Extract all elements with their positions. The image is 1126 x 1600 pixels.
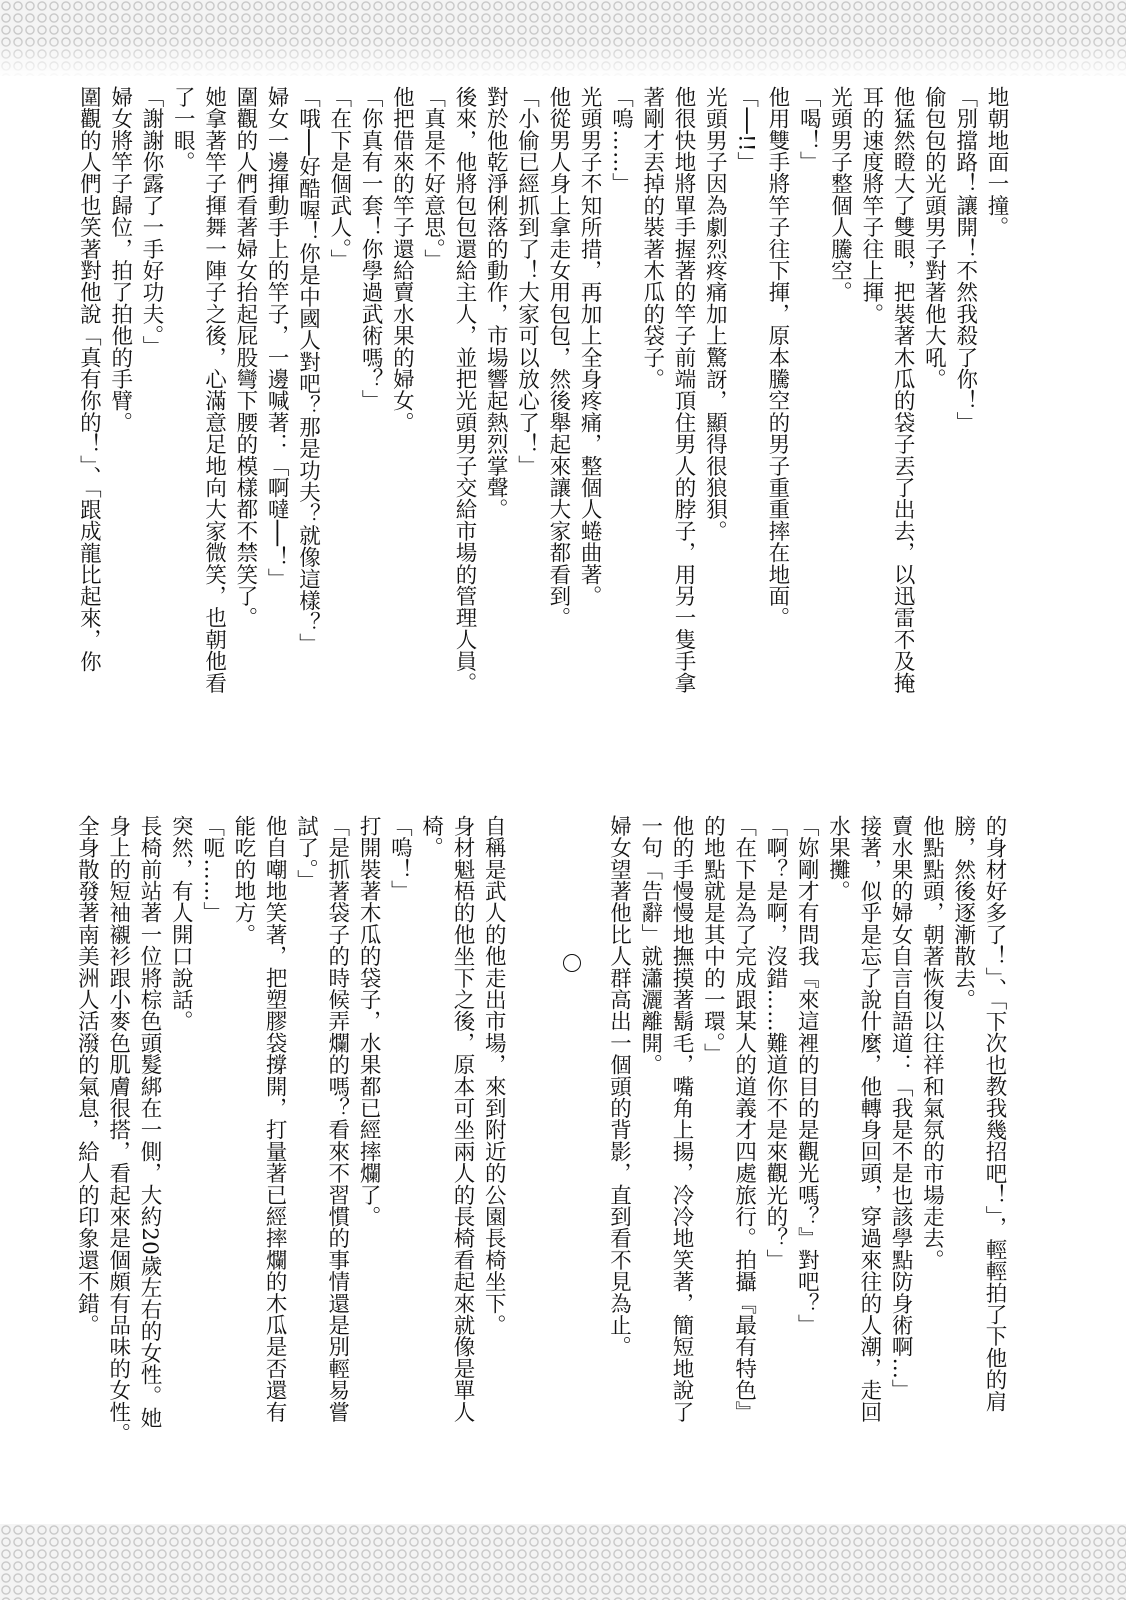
text-line: 的身材好多了！」、「下次也教我幾招吧！」，輕輕拍了下他的肩 <box>982 815 1007 1413</box>
text-line: 試了。」 <box>293 815 319 892</box>
text-line: 能吃的地方。 <box>230 815 256 946</box>
text-line: 接著，似乎是忘了說什麼，他轉身回頭，穿過來往的人潮，走回 <box>856 815 882 1423</box>
text-line: 他自嘲地笑著，把塑膠袋撐開，打量著已經摔爛的木瓜是否還有 <box>262 815 288 1423</box>
text-line: 圍觀的人們看著婦女抬起屁股彎下腰的模樣都不禁笑了。 <box>232 86 258 629</box>
text-line: 光頭男子不知所措，再加上全身疼痛，整個人蜷曲著。 <box>577 86 603 607</box>
text-line: 「真是不好意思。」 <box>420 86 446 271</box>
text-line: 婦女將竿子歸位，拍了拍他的手臂。 <box>107 86 133 434</box>
text-line: 「小偷已經抓到了！大家可以放心了！」 <box>514 86 540 477</box>
text-line: 一句「告辭」就瀟灑離開。 <box>637 815 663 1076</box>
text-line: 他用雙手將竿子往下揮，原本騰空的男子重重摔在地面。 <box>764 86 790 629</box>
text-line: 「在下是個武人。」 <box>326 86 352 271</box>
text-line: 「哦──好酷喔！你是中國人對吧？那是功夫？就像這樣？」 <box>295 86 321 655</box>
lower-text-block <box>74 815 1010 1515</box>
text-line <box>572 815 603 1515</box>
text-line: 光頭男子因為劇烈疼痛加上驚訝，顯得很狼狽。 <box>702 86 728 542</box>
text-line: 婦女一邊揮動手上的竿子，一邊喊著：「啊噠──！」 <box>264 86 290 590</box>
text-line: 耳的速度將竿子往上揮。 <box>858 86 884 325</box>
text-line: 偷包包的光頭男子對著他大吼。 <box>921 86 947 390</box>
top-band-fade <box>0 40 1126 80</box>
text-line: 了一眼。 <box>170 86 196 173</box>
text-line: 「嗚……」 <box>608 86 634 195</box>
text-line: 椅。 <box>418 815 444 859</box>
text-line: 全身散發著南美洲人活潑的氣息，給人的印象還不錯。 <box>74 815 100 1336</box>
upper-text-block <box>76 86 1012 766</box>
text-line: 「在下是為了完成跟某人的道義才四處旅行。拍攝『最有特色』 <box>731 815 757 1423</box>
text-line: 他猛然瞪大了雙眼，把裝著木瓜的袋子丟了出去，以迅雷不及掩 <box>890 86 916 694</box>
text-line: 身材魁梧的他坐下之後，原本可坐兩人的長椅看起來就像是單人 <box>449 815 475 1423</box>
text-line: 「是抓著袋子的時候弄爛的嗎？看來不習慣的事情還是別輕易嘗 <box>324 815 350 1423</box>
text-line: 自稱是武人的他走出市場，來到附近的公園長椅坐下。 <box>481 815 507 1336</box>
text-line: 「別擋路！讓開！不然我殺了你！」 <box>952 86 978 434</box>
text-line: 地朝地面一撞。 <box>984 86 1009 238</box>
text-line: 對於他乾淨俐落的動作，市場響起熱烈掌聲。 <box>483 86 509 520</box>
text-line: 「你真有一套！你學過武術嗎？」 <box>358 86 384 412</box>
text-line: 打開裝著木瓜的袋子，水果都已經摔爛了。 <box>356 815 382 1228</box>
text-line <box>509 815 540 1515</box>
text-line: 「呃……」 <box>199 815 225 924</box>
text-line: 水果攤。 <box>825 815 851 902</box>
text-line: 他把借來的竿子還給賣水果的婦女。 <box>389 86 415 434</box>
text-line: 長椅前站著一位將棕色頭髮綁在一側，大約20歲左右的女性。她 <box>136 815 162 1429</box>
text-line: 膀，然後逐漸散去。 <box>950 815 976 1011</box>
text-line: 的地點就是其中的一環。」 <box>700 815 726 1065</box>
text-line: 身上的短袖襯衫跟小麥色肌膚很搭，看起來是個頗有品味的女性。 <box>105 815 131 1445</box>
text-line: 圍觀的人們也笑著對他說「真有你的！」、「跟成龍比起來，你 <box>76 86 102 673</box>
text-line: 後來，他將包包還給主人，並把光頭男子交給市場的管理人員。 <box>451 86 477 694</box>
text-line: 著剛才丟掉的裝著木瓜的袋子。 <box>639 86 665 390</box>
text-line: 他點點頭，朝著恢復以往祥和氣氛的市場走去。 <box>919 815 945 1271</box>
text-line: 「謝謝你露了一手好功夫。」 <box>138 86 164 358</box>
text-line: 「──!!」 <box>733 86 759 174</box>
text-line: 他的手慢慢地撫摸著鬍毛，嘴角上揚，冷冷地笑著，簡短地說了 <box>669 815 695 1423</box>
text-line: 突然，有人開口說話。 <box>168 815 194 1032</box>
text-line: 「嗚！」 <box>387 815 413 902</box>
text-line: 光頭男子整個人騰空。 <box>827 86 853 303</box>
bottom-decorative-band <box>0 1524 1126 1600</box>
text-line: 「妳剛才有問我『來這裡的目的是觀光嗎？』對吧？」 <box>794 815 820 1336</box>
text-line: 「喝！」 <box>796 86 822 173</box>
text-line: 婦女望著他比人群高出一個頭的背影，直到看不見為止。 <box>606 815 632 1358</box>
text-line: 他很快地將單手握著的竿子前端頂住男人的脖子，用另一隻手拿 <box>671 86 697 694</box>
text-line <box>541 815 572 1515</box>
text-line: 她拿著竿子揮舞一陣子之後，心滿意足地向大家微笑，也朝他看 <box>201 86 227 694</box>
text-line: 賣水果的婦女自言自語道：「我是不是也該學點防身術啊…」 <box>888 815 914 1401</box>
text-line: 他從男人身上拿走女用包包，然後舉起來讓大家都看到。 <box>545 86 571 629</box>
text-line: 「啊？是啊，沒錯……難道你不是來觀光的？」 <box>762 815 788 1271</box>
